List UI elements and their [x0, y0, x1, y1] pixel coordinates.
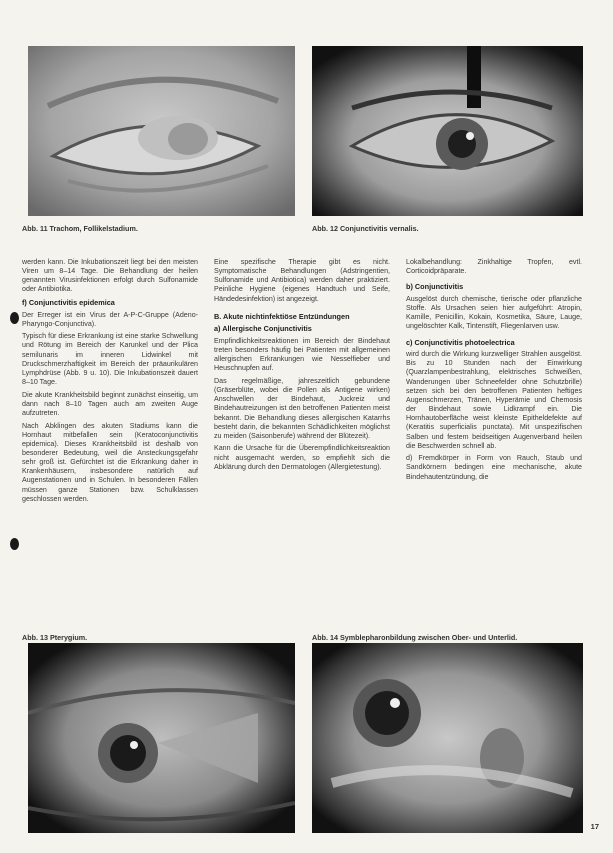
col2-paragraph: Kann die Ursache für die Überempfindlichkeitsreaktion nicht ausgemacht werden, so empfiehlt sich die Abklärung durch den Dermatologen (Allergietestung). — [214, 444, 390, 471]
punch-hole-mark — [10, 538, 19, 550]
col3-paragraph: Ausgelöst durch chemische, tierische oder pflanzliche Stoffe. Als Ursachen seien hier aufgeführt: Atropin, Kamille, Penicillin, Kokain, Kosmetika, Säure, Lauge, ungelöschter Kalk, Tintenstift, Fliegenlarven usw. — [406, 294, 582, 331]
col1-paragraph: Typisch für diese Erkrankung ist eine starke Schwellung und Rötung im Bereich der Karunkel und der Plica semilunaris im inneren Lidwinkel mit Druckschmerzhaftigkeit im Bereich der präaurikulären Lymphdrüse (Abb. 9 u. 10). Die Inkubationszeit dauert 8–10 Tage. — [22, 332, 198, 387]
col1-paragraph: werden kann. Die Inkubationszeit liegt bei den meisten Viren um 8–14 Tage. Die Behandlung der heilen genannten Virusinfektionen erfolgt durch Sulfonamide oder Antibiotika. — [22, 258, 198, 294]
col2-paragraph: Empfindlichkeitsreaktionen im Bereich der Bindehaut treten besonders häufig bei Patienten mit allgemeinen allergischen Erkrankungen wie Nesselfieber und Heuschnupfen auf. — [214, 336, 390, 373]
figure-13-photo — [28, 643, 295, 833]
figure-14-photo — [312, 643, 583, 833]
col1-paragraph: Der Erreger ist ein Virus der A-P-C-Gruppe (Adeno-Pharyngo-Conjunctiva). — [22, 310, 198, 328]
col3-paragraph: wird durch die Wirkung kurzwelliger Strahlen ausgelöst. Bis zu 10 Stunden nach der Einwirkung (Quarzlampenbestrahlung, elektrisches Schweißen, Wanderungen über Schneefelder ohne Schutzbrille) setzen sich bei den betroffenen Patienten heftiges Augenschmerzen, Tränen, Hyperämie und Chemosis der Bindehaut sowie Lidkrampf ein. Die Hornhautoberfläche weist kleinste Epitheldefekte auf (Keratitis superficialis punctata). Mit unspezifischen Salben und festem beidseitigen Augenverband heilen die Beschwerden schnell ab. — [406, 350, 582, 450]
col1-paragraph: Die akute Krankheitsbild beginnt zunächst einseitig, um dann nach 8–10 Tagen auch am zweiten Auge aufzutreten. — [22, 390, 198, 417]
figure-11-photo — [28, 46, 295, 216]
col1-heading: f) Conjunctivitis epidemica — [22, 298, 115, 308]
figure-13-caption: Abb. 13 Pterygium. — [22, 633, 88, 642]
col3-paragraph: d) Fremdkörper in Form von Rauch, Staub und Sandkörnern bedingen eine mechanische, akute Bindehautentzündung, die — [406, 454, 582, 481]
page-number: 17 — [590, 822, 599, 831]
text-column-1 — [22, 258, 198, 507]
figure-12-caption: Abb. 12 Conjunctivitis vernalis. — [312, 224, 419, 233]
col2-heading: B. Akute nichtinfektiöse Entzündungen — [214, 311, 350, 321]
col2-heading: a) Allergische Conjunctivitis — [214, 324, 312, 334]
col2-paragraph: Das regelmäßige, jahreszeitlich gebundene (Gräserblüte, wobei die Pollen als Antigene wirken) Anschwellen der Bindehaut, Juckreiz und Bindehautreizungen ist den betroffenen Patienten meist bekannt. Die Behandlung dieses allergischen Katarrhs besteht darin, die bekannten Schädlichkeiten möglichst zu meiden (Saisonberufe) während der Blütezeit). — [214, 376, 390, 440]
figure-14-caption: Abb. 14 Symblepharonbildung zwischen Ober- und Unterlid. — [312, 633, 518, 642]
figure-11-caption: Abb. 11 Trachom, Follikelstadium. — [22, 224, 138, 233]
text-column-2 — [214, 258, 390, 475]
text-column-3 — [406, 258, 582, 485]
col3-heading: c) Conjunctivitis photoelectrica — [406, 337, 515, 347]
col3-heading: b) Conjunctivitis — [406, 282, 464, 292]
col1-paragraph: Nach Abklingen des akuten Stadiums kann die Hornhaut mitbefallen sein (Keratoconjunctivitis epidemica). Dieses Krankheitsbild ist deshalb von besonderer Bedeutung, weil die Ansteckungsgefahr sehr groß ist. Gefürchtet ist die Erkrankung daher in Krankenhäusern, insbesondere natürlich auf Augenstationen und in Schulen. In besonderen Fällen müssen ganze Stationen bzw. Schulklassen geschlossen werden. — [22, 421, 198, 503]
punch-hole-mark — [10, 312, 19, 324]
col3-paragraph: Lokalbehandlung: Zinkhaltige Tropfen, evtl. Corticoidpräparate. — [406, 258, 582, 276]
col2-paragraph: Eine spezifische Therapie gibt es nicht. Symptomatische Behandlungen (Adstringentien, Sulfonamide und Antibiotica) werden daher praktiziert. Peinliche Hygiene (eigenes Handtuch und Seife, Händedesinfektion) ist angezeigt. — [214, 258, 390, 303]
figure-12-photo — [312, 46, 583, 216]
